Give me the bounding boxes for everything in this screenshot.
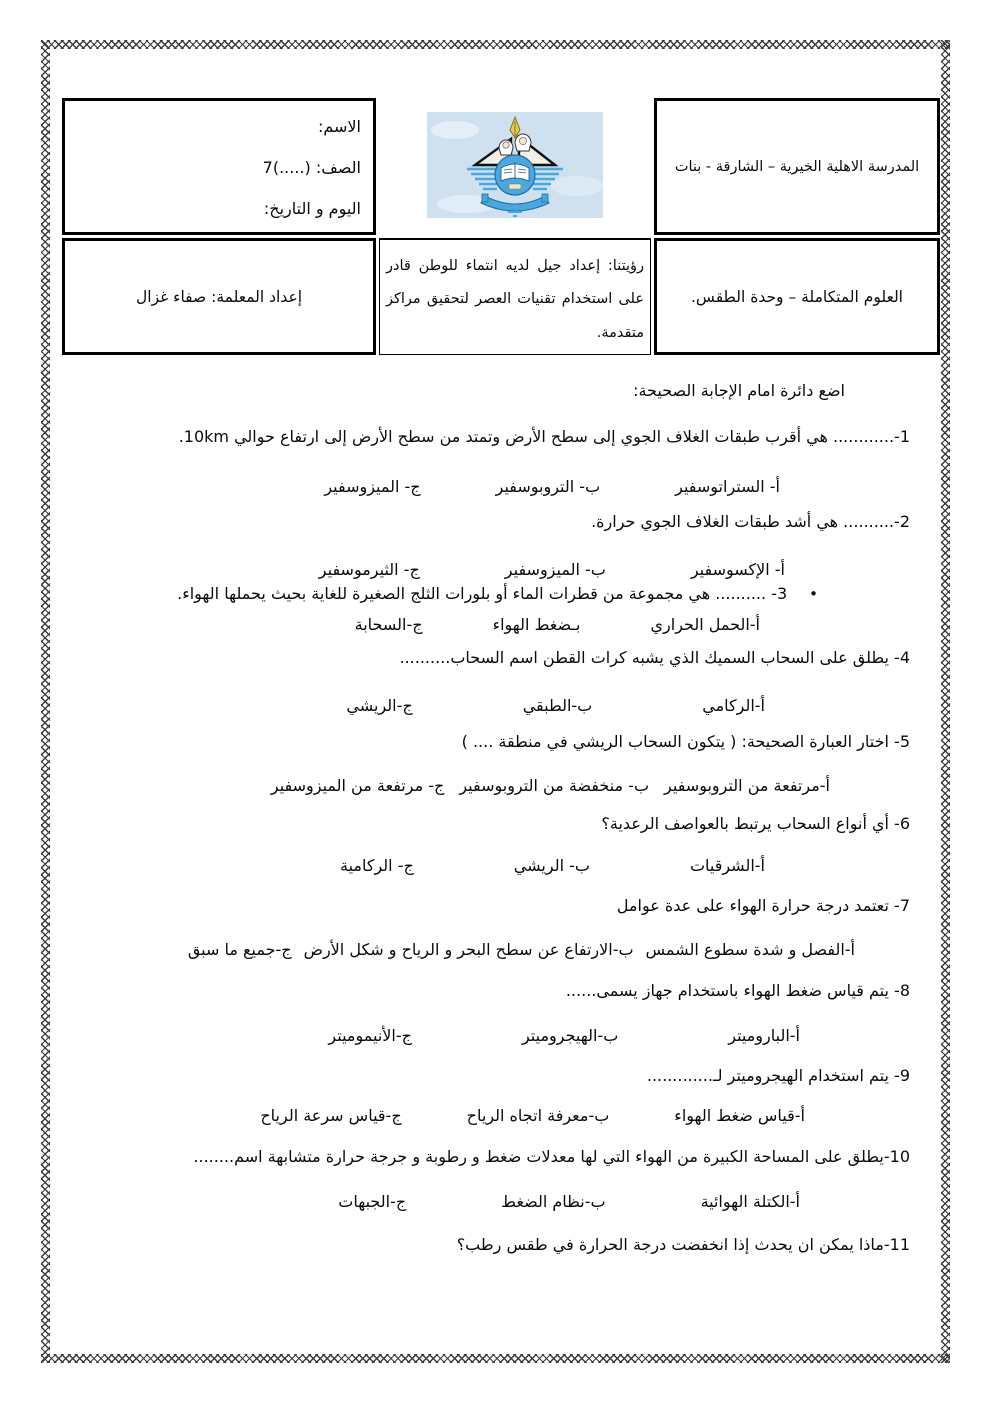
school-crest-logo (427, 112, 603, 218)
teacher-cell (62, 238, 376, 355)
subject-cell (654, 238, 940, 355)
question-5: 5- اختار العبارة الصحيحة: ( يتكون السحاب الريشي في منطقة .... ) (461, 732, 910, 751)
option-5-b: ب- منخفضة من التروبوسفير (459, 776, 650, 795)
options-2 (319, 557, 785, 583)
options-9 (260, 1103, 805, 1129)
page-border-left (41, 40, 50, 1363)
option-5-a: أ-مرتفعة من التروبوسفير (664, 776, 830, 795)
question-4: 4- يطلق على السحاب السميك الذي يشبه كرات القطن اسم السحاب.......... (399, 648, 910, 667)
option-6-b: ب- الريشي (513, 856, 590, 875)
page-border-bottom (41, 1354, 950, 1363)
student-name-field: الاسم: (317, 117, 361, 136)
teacher-name: إعداد المعلمة: صفاء غزال (136, 287, 303, 306)
option-2-c: ج- الثيرموسفير (318, 560, 420, 579)
student-grade-field: الصف: (.....)7 (262, 158, 361, 177)
option-2-b: ب- الميزوسفير (504, 560, 606, 579)
question-9: 9- يتم استخدام الهيجروميتر لـ............. (646, 1066, 910, 1085)
options-4 (346, 693, 765, 719)
options-10 (338, 1189, 800, 1215)
school-name: المدرسة الاهلية الخيرية – الشارقة - بنات (674, 158, 920, 175)
option-3-c: ج-السحابة (354, 615, 423, 634)
option-4-a: أ-الركامي (702, 696, 765, 715)
options-3 (355, 612, 760, 638)
option-4-c: ج-الريشي (346, 696, 413, 715)
question-3-text: 3- .......... هي مجموعة من قطرات الماء أو بلورات الثلج الصغيرة للغاية بحيث يحملها الهواء. (177, 584, 788, 603)
option-7-a: أ-الفصل و شدة سطوع الشمس (645, 940, 855, 959)
option-2-a: أ- الإكسوسفير (690, 560, 785, 579)
question-11: 11-ماذا يمكن ان يحدث إذا انخفضت درجة الحرارة في طقس رطب؟ (456, 1235, 910, 1254)
bullet-icon: • (809, 585, 818, 603)
question-10: 10-يطلق على المساحة الكبيرة من الهواء التي لها معدلات ضغط و رطوبة و جرجة حرارة متشابهة اسم........ (193, 1147, 910, 1166)
option-9-c: ج-قياس سرعة الرياح (260, 1106, 402, 1125)
option-1-b: ب- التروبوسفير (495, 477, 601, 496)
question-6: 6- أي أنواع السحاب يرتبط بالعواصف الرعدية؟ (601, 814, 910, 833)
option-8-a: أ-الباروميتر (728, 1026, 800, 1045)
option-1-c: ج- الميزوسفير (324, 477, 421, 496)
option-6-a: أ-الشرقيات (689, 856, 765, 875)
vision-cell (379, 238, 651, 355)
question-1: 1-............ هي أقرب طبقات الغلاف الجوي إلى سطح الأرض وتمتد من سطح الأرض إلى ارتفاع حوالي 10km. (178, 427, 910, 446)
logo-cell (379, 98, 651, 235)
options-8 (328, 1023, 800, 1049)
option-10-a: أ-الكتلة الهوائية (700, 1192, 800, 1211)
option-9-a: أ-قياس ضغط الهواء (674, 1106, 805, 1125)
option-1-a: أ- الستراتوسفير (675, 477, 780, 496)
school-name-cell (654, 98, 940, 235)
option-10-c: ج-الجبهات (338, 1192, 407, 1211)
vision-text: رؤيتنا: إعداد جيل لديه انتماء للوطن قادر على استخدام تقنيات العصر لتحقيق مراكز متقدمة. (386, 258, 644, 341)
option-5-c: ج- مرتفعة من الميزوسفير (270, 776, 445, 795)
options-6 (340, 853, 765, 879)
option-6-c: ج- الركامية (339, 856, 414, 875)
option-4-b: ب-الطبقي (522, 696, 593, 715)
question-7: 7- تعتمد درجة حرارة الهواء على عدة عوامل (616, 896, 910, 915)
page-border-top (41, 40, 950, 49)
option-8-c: ج-الأنيموميتر (328, 1026, 412, 1045)
options-7 (188, 937, 855, 963)
option-3-a: أ-الحمل الحراري (650, 615, 760, 634)
option-3-b: بـضغط الهواء (492, 615, 581, 634)
page-border-right (941, 40, 950, 1363)
question-8: 8- يتم قياس ضغط الهواء باستخدام جهاز يسمى...... (565, 981, 910, 1000)
option-7-b: ب-الارتفاع عن سطح البحر و الرياح و شكل الأرض (303, 940, 634, 959)
instructions-heading: اضع دائرة امام الإجابة الصحيحة: (633, 381, 845, 400)
option-9-b: ب-معرفة اتجاه الرياح (466, 1106, 610, 1125)
option-7-c: ج-جميع ما سبق (187, 940, 292, 959)
subject-title: العلوم المتكاملة – وحدة الطقس. (691, 287, 903, 306)
question-3 (177, 581, 818, 607)
header-table (62, 98, 940, 355)
question-2: 2-.......... هي أشد طبقات الغلاف الجوي حرارة. (591, 512, 910, 531)
student-info-cell (62, 98, 376, 235)
student-date-field: اليوم و التاريخ: (263, 199, 361, 218)
option-8-b: ب-الهيجروميتر (521, 1026, 619, 1045)
option-10-b: ب-نظام الضغط (501, 1192, 606, 1211)
options-1 (324, 474, 780, 500)
options-5 (271, 773, 830, 799)
